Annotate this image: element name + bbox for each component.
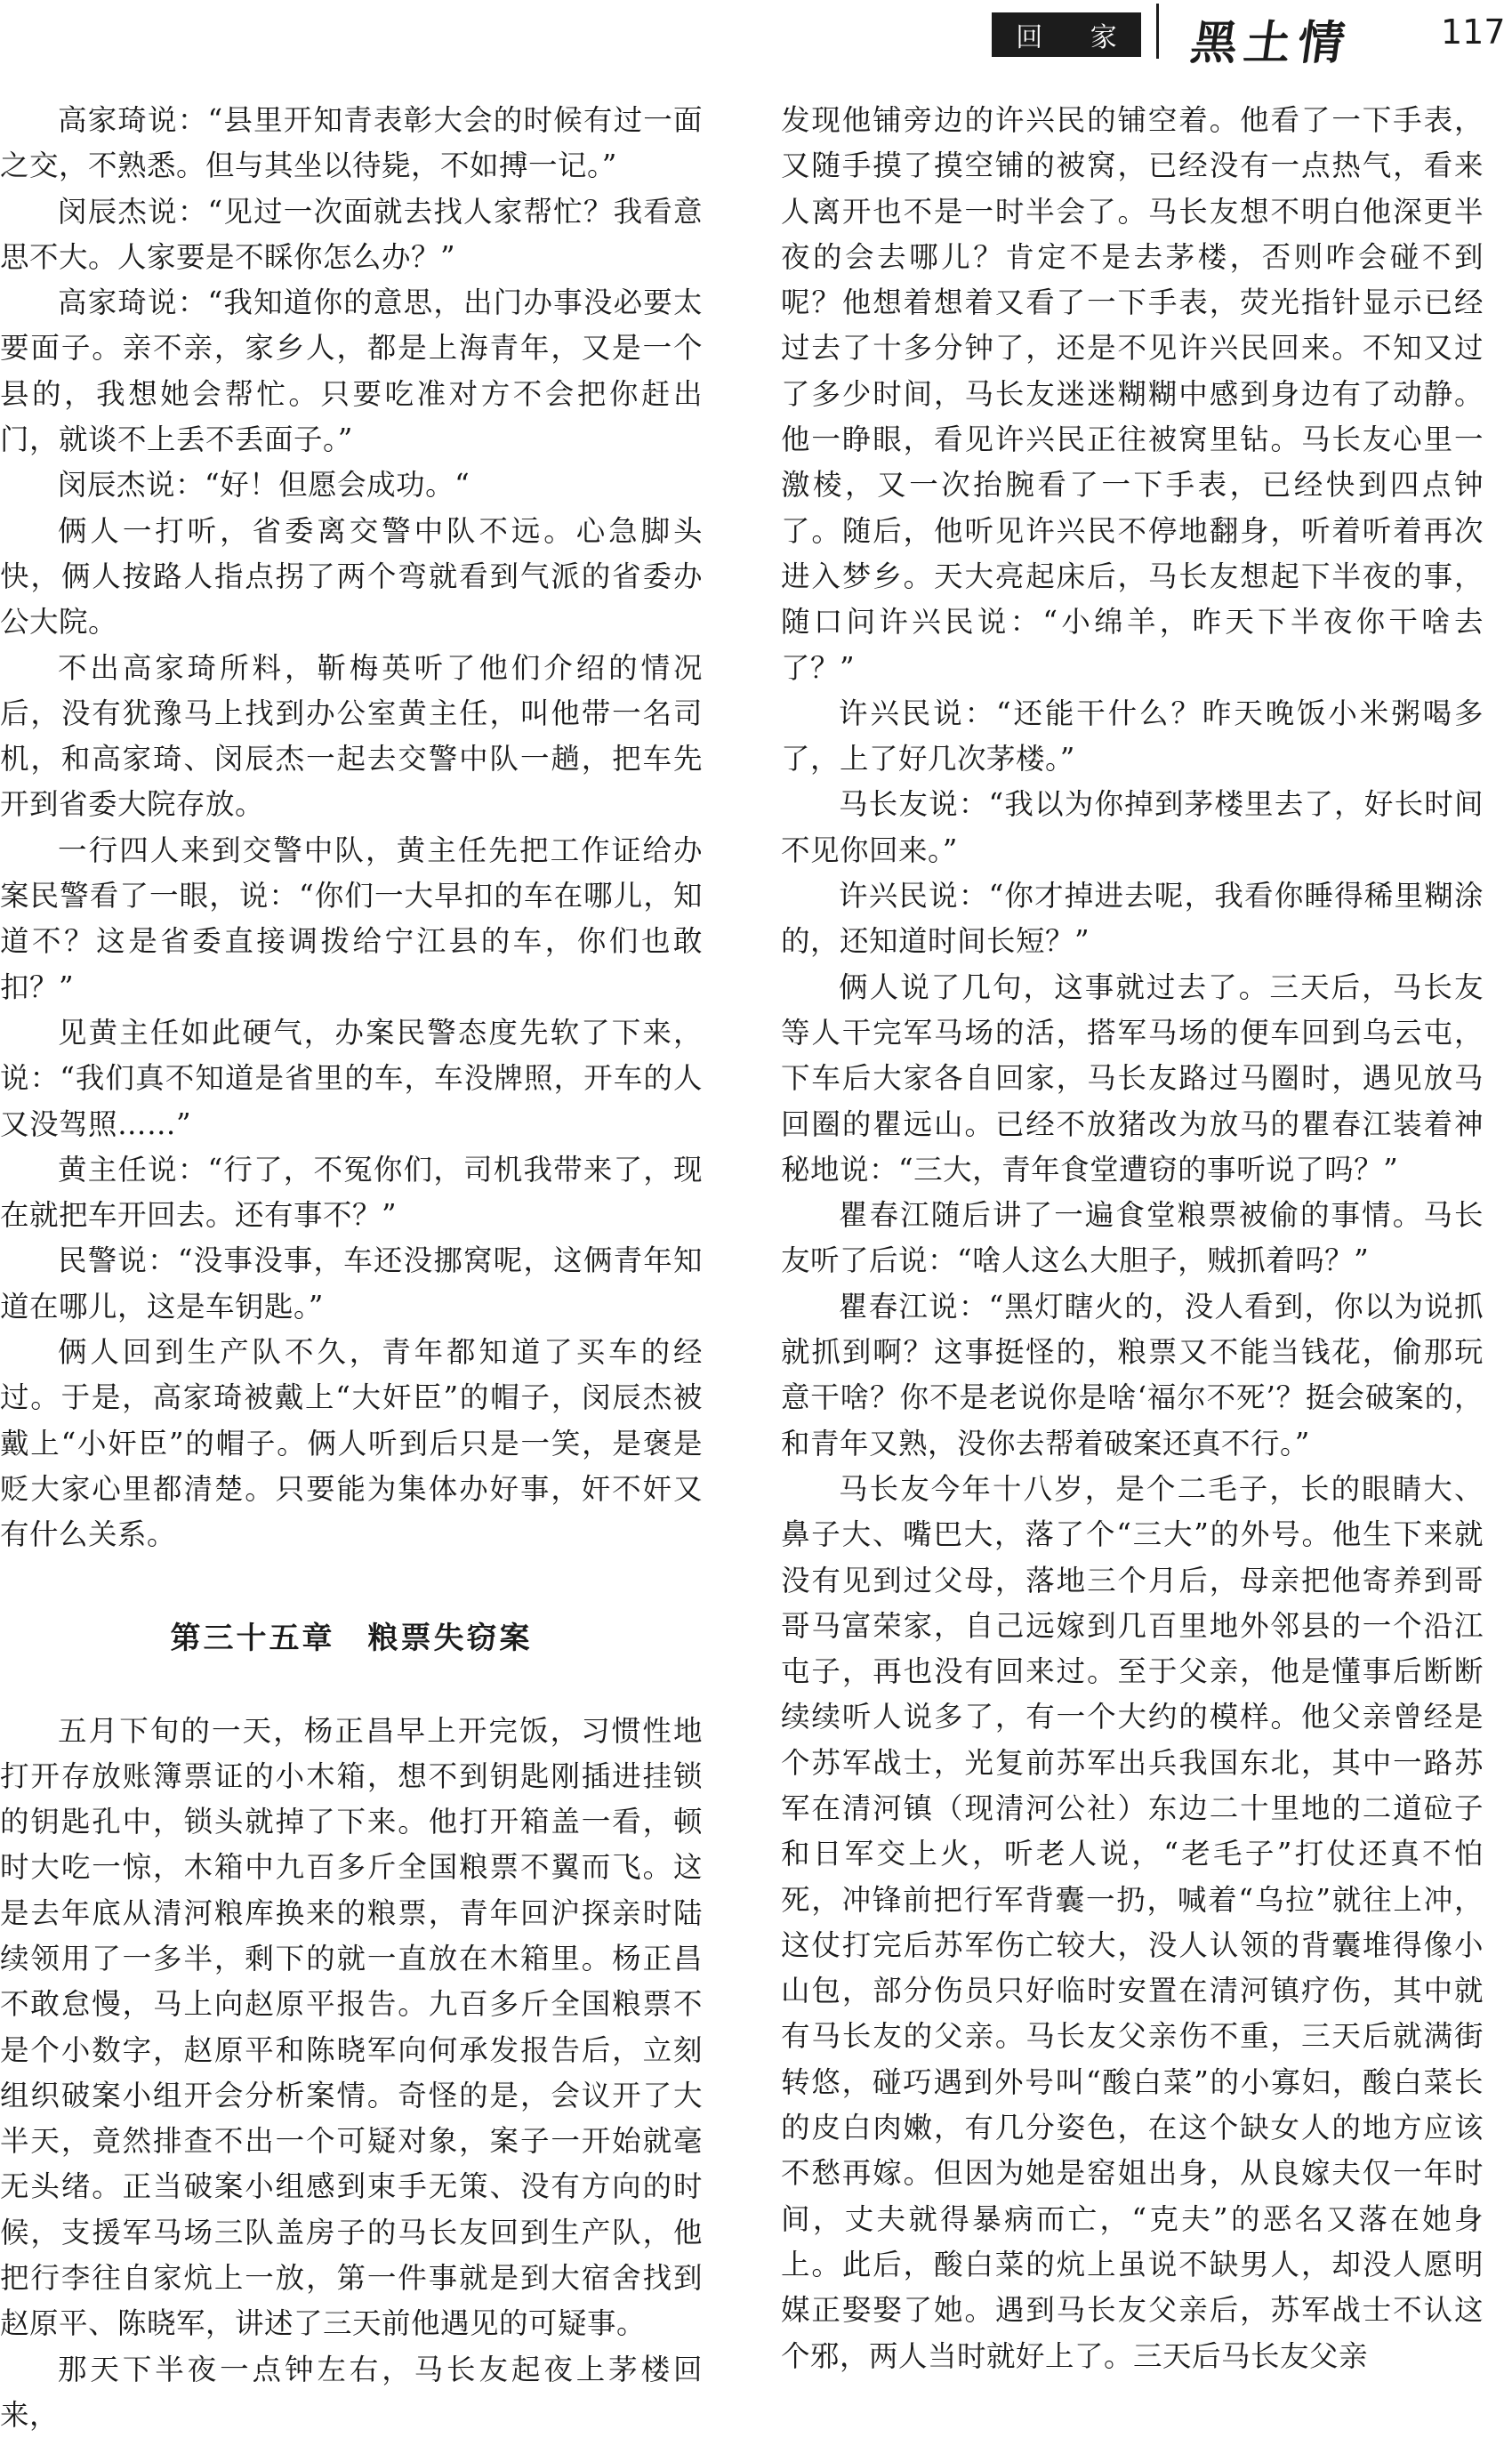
paragraph: 高家琦说：“县里开知青表彰大会的时候有过一面之交，不熟悉。但与其坐以待毙，不如搏一记。”: [0, 103, 703, 183]
paragraph: 黄主任说：“行了，不冤你们，司机我带来了，现在就把车开回去。还有事不？”: [0, 1152, 703, 1233]
paragraph: 马长友今年十八岁，是个二毛子，长的眼睛大、鼻子大、嘴巴大，落了个“三大”的外号。他生下来就没有见到过父母，落地三个月后，母亲把他寄养到哥哥马富荣家，自己远嫁到几百里地外邻县的一个沿江屯子，再也没有回来过。至于父亲，他是懂事后断断续续听人说多了，有一个大约的模样。他父亲曾经是个苏军战士，光复前苏军出兵我国东北，其中一路苏军在清河镇（现清河公社）东边二十里地的二道砬子和日军交上火，听老人说，“老毛子”打仗还真不怕死，冲锋前把行军背囊一扔，喊着“乌拉”就往上冲，这仗打完后苏军伤亡较大，没人认领的背囊堆得像小山包，部分伤员只好临时安置在清河镇疗伤，其中就有马长友的父亲。马长友父亲伤不重，三天后就满街转悠，碰巧遇到外号叫“酸白菜”的小寡妇，酸白菜长的皮白肉嫩，有几分姿色，在这个缺女人的地方应该不愁再嫁。但因为她是窑姐出身，从良嫁夫仅一年时间，丈夫就得暴病而亡，“克夫”的恶名又落在她身上。此后，酸白菜的炕上虽说不缺男人，却没人愿明媒正娶娶了她。遇到马长友父亲后，苏军战士不认这个邪，两人当时就好上了。三天后马长友父亲: [781, 1471, 1484, 2373]
paragraph: 闵辰杰说：“好！但愿会成功。“: [58, 468, 470, 503]
paragraph: 闵辰杰说：“见过一次面就去找人家帮忙？我看意思不大。人家要是不睬你怎么办？”: [0, 194, 703, 274]
paragraph: 瞿春江说：“黑灯瞎火的，没人看到，你以为说抓就抓到啊？这事挺怪的，粮票又不能当钱花，偷那玩意干啥？你不是老说你是啥‘福尔不死’？挺会破案的，和青年又熟，没你去帮着破案还真不行。”: [781, 1289, 1484, 1460]
paragraph: 瞿春江随后讲了一遍食堂粮票被偷的事情。马长友听了后说：“啥人这么大胆子，贼抓着吗？”: [781, 1198, 1484, 1278]
paragraph: 许兴民说：“还能干什么？昨天晚饭小米粥喝多了，上了好几次茅楼。”: [781, 696, 1484, 776]
paragraph: 不出高家琦所料，靳梅英听了他们介绍的情况后，没有犹豫马上找到办公室黄主任，叫他带一名司机，和高家琦、闵辰杰一起去交警中队一趟，把车先开到省委大院存放。: [0, 650, 703, 822]
paragraph: 马长友说：“我以为你掉到茅楼里去了，好长时间不见你回来。”: [781, 787, 1484, 867]
paragraph: 许兴民说：“你才掉进去呢，我看你睡得稀里糊涂的，还知道时间长短？”: [781, 879, 1484, 959]
paragraph: 俩人回到生产队不久，青年都知道了买车的经过。于是，高家琦被戴上“大奸臣”的帽子，闵辰杰被戴上“小奸臣”的帽子。俩人听到后只是一笑，是褒是贬大家心里都清楚。只要能为集体办好事，奸不奸又有什么关系。: [0, 1335, 703, 1552]
paragraph: 一行四人来到交警中队，黄主任先把工作证给办案民警看了一眼，说：“你们一大早扣的车在哪儿，知道不？这是省委直接调拨给宁江县的车，你们也敢扣？”: [0, 833, 703, 1004]
header-divider: [1156, 4, 1159, 59]
paragraph: 民警说：“没事没事，车还没挪窝呢，这俩青年知道在哪儿，这是车钥匙。”: [0, 1243, 703, 1324]
section-tab: 回 家: [992, 12, 1141, 57]
paragraph-continuation: 发现他铺旁边的许兴民的铺空着。他看了一下手表，又随手摸了摸空铺的被窝，已经没有一点热气，看来人离开也不是一时半会了。马长友想不明白他深更半夜的会去哪儿？肯定不是去茅楼，否则咋会碰不到呢？他想着想着又看了一下手表，荧光指针显示已经过去了十多分钟了，还是不见许兴民回来。不知又过了多少时间，马长友迷迷糊糊中感到身边有了动静。他一睁眼，看见许兴民正往被窝里钻。马长友心里一激棱，又一次抬腕看了一下手表，已经快到四点钟了。随后，他听见许兴民不停地翻身，听着听着再次进入梦乡。天大亮起床后，马长友想起下半夜的事，随口问许兴民说：“小绵羊，昨天下半夜你干啥去了？”: [781, 103, 1484, 685]
left-column: [0, 98, 703, 2438]
paragraph: 高家琦说：“我知道你的意思，出门办事没必要太要面子。亲不亲，家乡人，都是上海青年，又是一个县的，我想她会帮忙。只要吃准对方不会把你赶出门，就谈不上丢不丢面子。”: [0, 286, 703, 457]
paragraph: 俩人一打听，省委离交警中队不远。心急脚头快，俩人按路人指点拐了两个弯就看到气派的省委办公大院。: [0, 513, 703, 640]
magazine-title: 黑土情: [1187, 16, 1355, 70]
paragraph: 那天下半夜一点钟左右，马长友起夜上茅楼回来，: [0, 2352, 703, 2432]
paragraph: 俩人说了几句，这事就过去了。三天后，马长友等人干完军马场的活，搭军马场的便车回到乌云屯，下车后大家各自回家，马长友路过马圈时，遇见放马回圈的瞿远山。已经不放猪改为放马的瞿春江装着神秘地说：“三大，青年食堂遭窃的事听说了吗？”: [781, 970, 1484, 1187]
page-number: 117: [1441, 12, 1506, 52]
paragraph: 五月下旬的一天，杨正昌早上开完饭，习惯性地打开存放账簿票证的小木箱，想不到钥匙刚插进挂锁的钥匙孔中，锁头就掉了下来。他打开箱盖一看，顿时大吃一惊，木箱中九百多斤全国粮票不翼而飞。这是去年底从清河粮库换来的粮票，青年回沪探亲时陆续领用了一多半，剩下的就一直放在木箱里。杨正昌不敢怠慢，马上向赵原平报告。九百多斤全国粮票不是个小数字，赵原平和陈晓军向何承发报告后，立刻组织破案小组开会分析案情。奇怪的是，会议开了大半天，竟然排查不出一个可疑对象，案子一开始就毫无头绪。正当破案小组感到束手无策、没有方向的时候，支援军马场三队盖房子的马长友回到生产队，他把行李往自家炕上一放，第一件事就是到大宿舍找到赵原平、陈晓军，讲述了三天前他遇见的可疑事。: [0, 1713, 703, 2341]
chapter-title: 第三十五章 粮票失窃案: [170, 1620, 533, 1656]
right-column: [781, 98, 1484, 2379]
paragraph: 见黄主任如此硬气，办案民警态度先软了下来，说：“我们真不知道是省里的车，车没牌照，开车的人又没驾照……”: [0, 1015, 703, 1141]
page-header: [0, 0, 1512, 80]
